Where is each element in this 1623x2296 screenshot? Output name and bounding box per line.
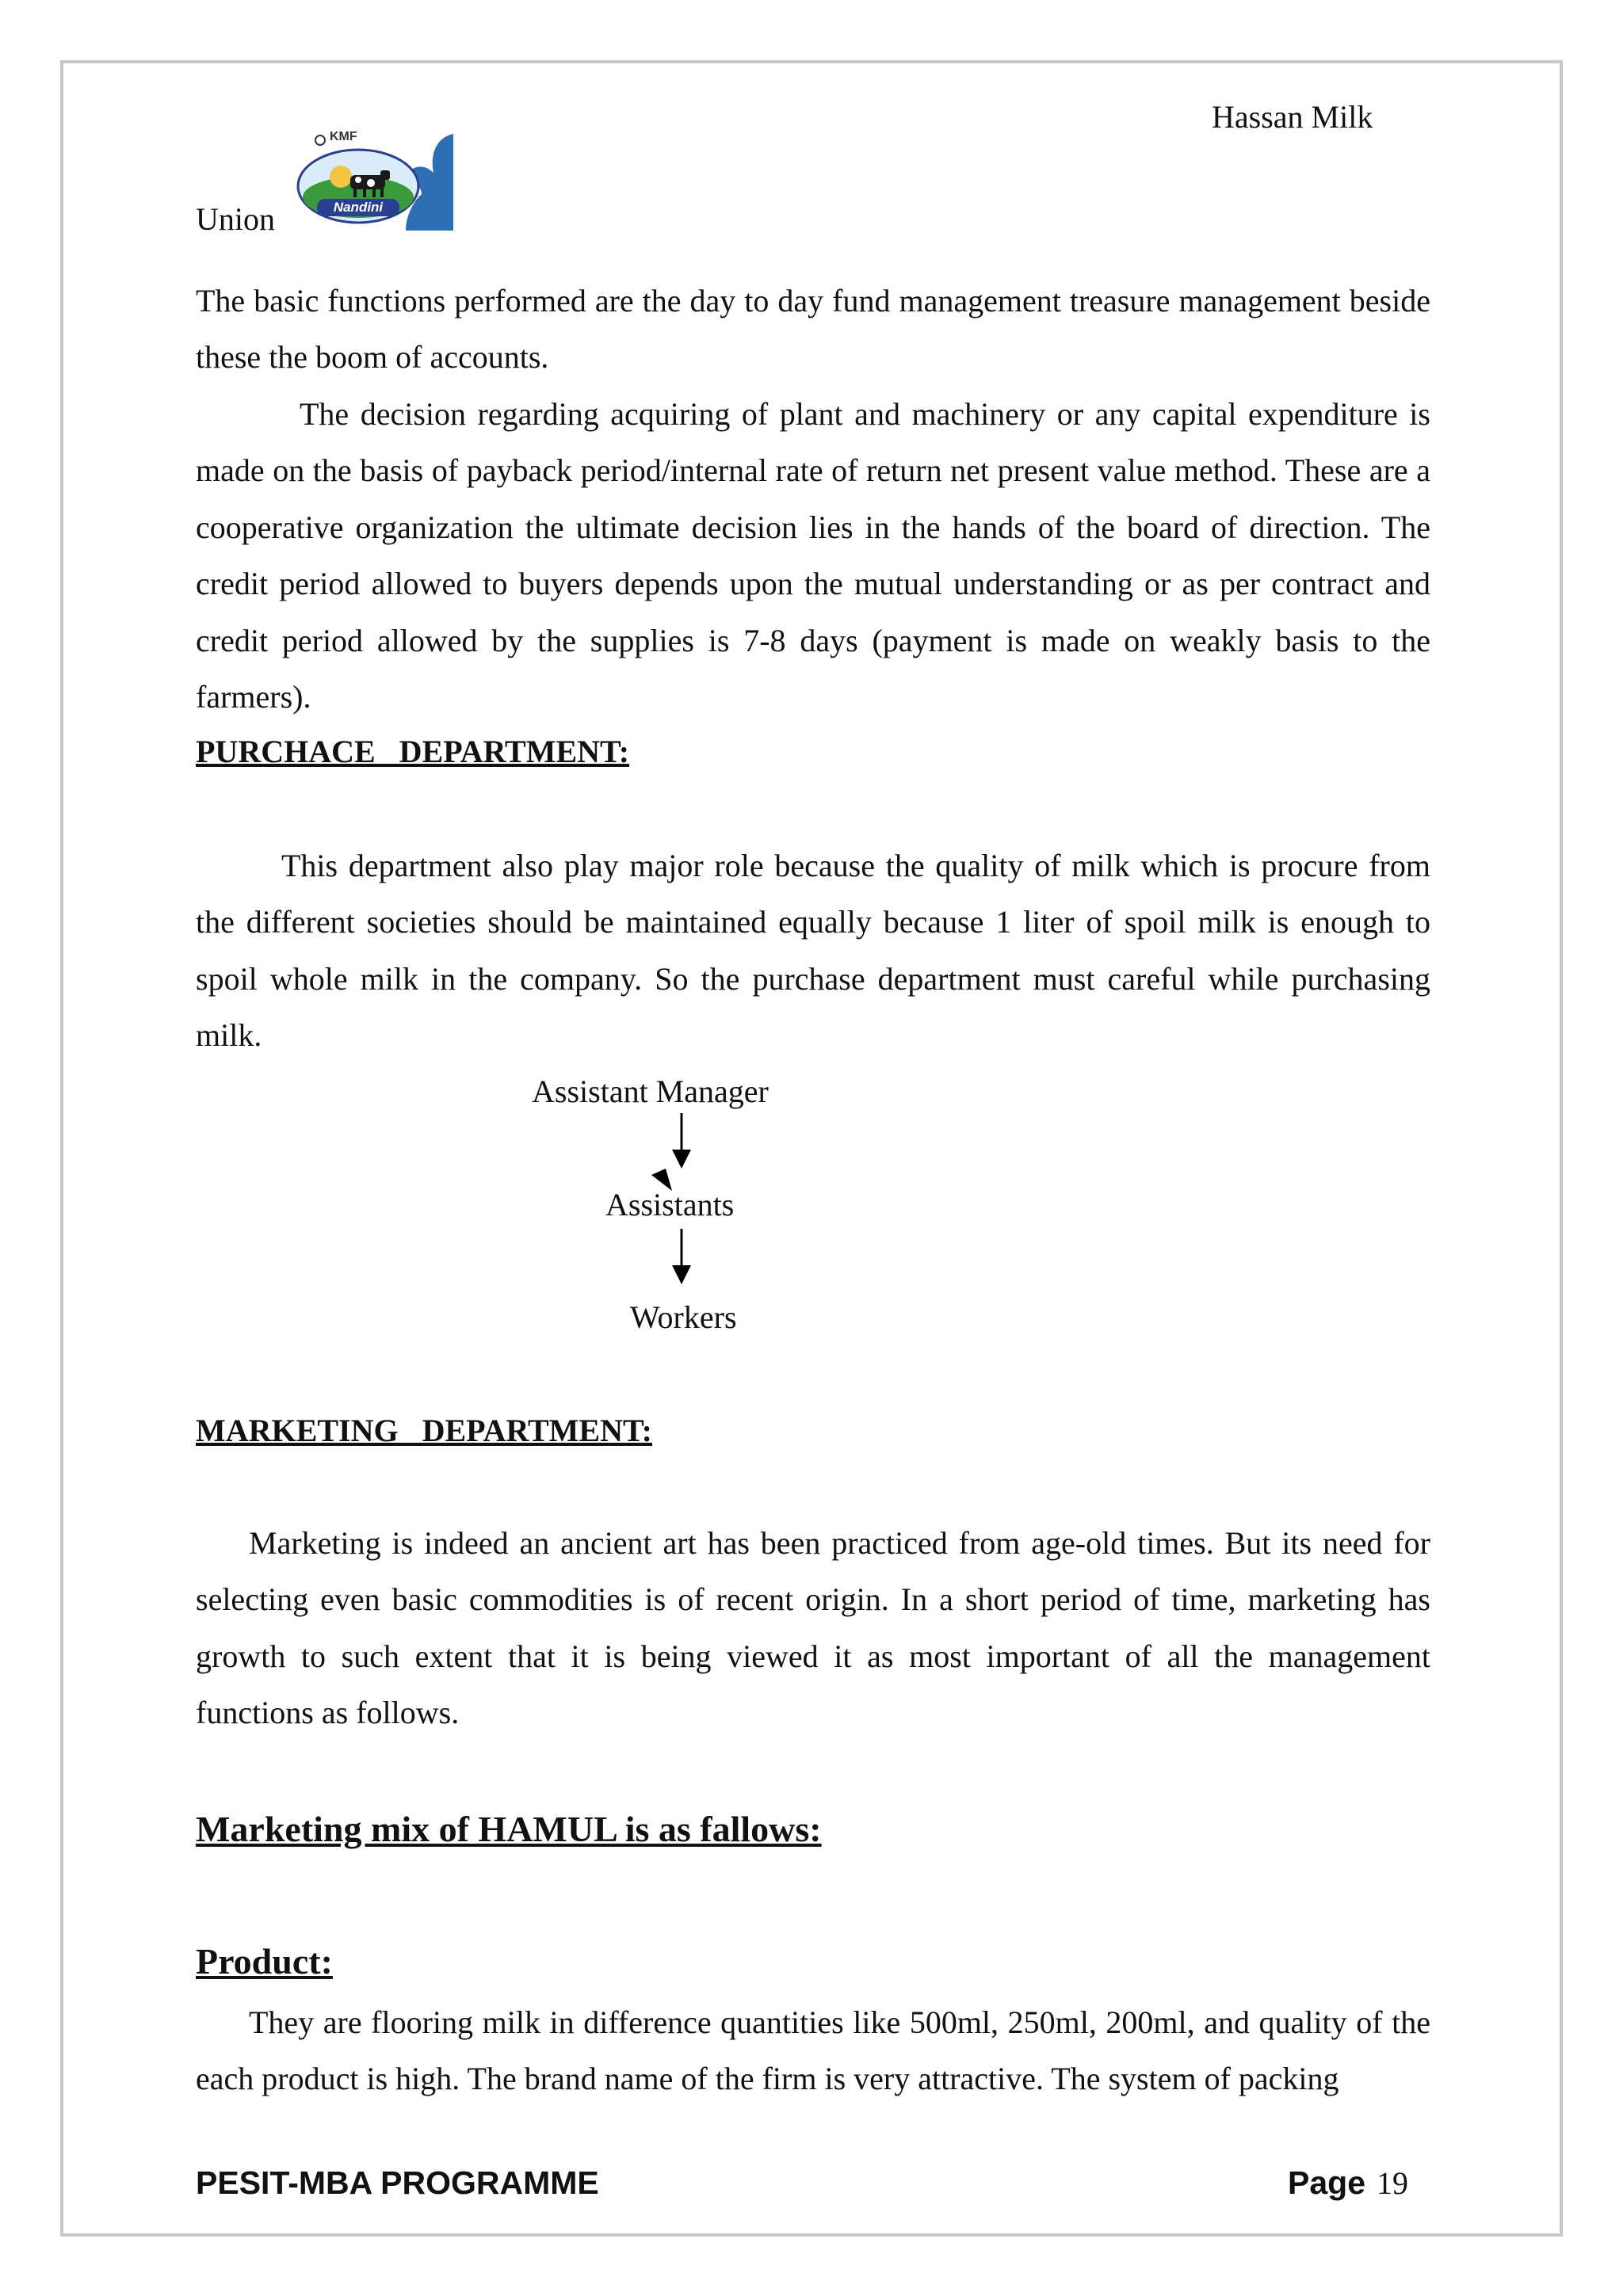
org-chart-assistant-manager: Assistant Manager <box>532 1074 769 1109</box>
marketing-mix-heading: Marketing mix of HAMUL is as fallows: <box>196 1809 822 1849</box>
marketing-department-heading: MARKETING DEPARTMENT: <box>196 1413 652 1448</box>
org-chart-assistants: Assistants <box>605 1187 735 1222</box>
arrow-head-down-2 <box>672 1265 691 1284</box>
footer-program-name: PESIT-MBA PROGRAMME <box>196 2164 599 2201</box>
product-heading: Product: <box>196 1941 333 1981</box>
purchase-paragraph: This department also play major role because the quality of milk which is procure from the different societies should be maintained equally because 1 liter of spoil milk is enough to spoil whole milk in the company. So the purchase department must careful while purchasing milk. <box>196 848 1430 1054</box>
logo-brand-text: Nandini <box>333 200 384 215</box>
footer-page-label: Page <box>1288 2164 1365 2201</box>
header-title-right: Hassan Milk <box>1212 99 1373 135</box>
footer-page-indicator <box>1288 2161 1408 2212</box>
finance-paragraph-2: The decision regarding acquiring of plant and machinery or any capital expenditure is made on the basis of payback period/internal rate of return net present value method. These are a cooperative organization the ultimate decision lies in the hands of the board of direction. The credit period allowed to buyers depends upon the mutual understanding or as per contract and credit period allowed by the supplies is 7-8 days (payment is made on weakly basis to the farmers). <box>196 396 1430 715</box>
finance-paragraph-1: The basic functions performed are the day to day fund management treasure management beside these the boom of accounts. <box>196 283 1430 376</box>
header-title-left: Union <box>196 201 275 237</box>
marketing-paragraph: Marketing is indeed an ancient art has been practiced from age-old times. But its need for selecting even basic commodities is of recent origin. In a short period of time, marketing has growth to such extent that it is being viewed it as most important of all the management functions as follows. <box>196 1525 1430 1731</box>
arrow-head-down-1 <box>672 1150 691 1169</box>
purchase-department-heading: PURCHACE DEPARTMENT: <box>196 734 630 769</box>
product-paragraph: They are flooring milk in difference quantities like 500ml, 250ml, 200ml, and quality of the each product is high. The brand name of the firm is very attractive. The system of packing <box>196 2004 1430 2097</box>
org-chart-workers: Workers <box>630 1299 737 1335</box>
footer-page-number: 19 <box>1377 2165 1408 2201</box>
nandini-logo <box>295 129 453 231</box>
logo-top-text: KMF <box>330 130 357 143</box>
